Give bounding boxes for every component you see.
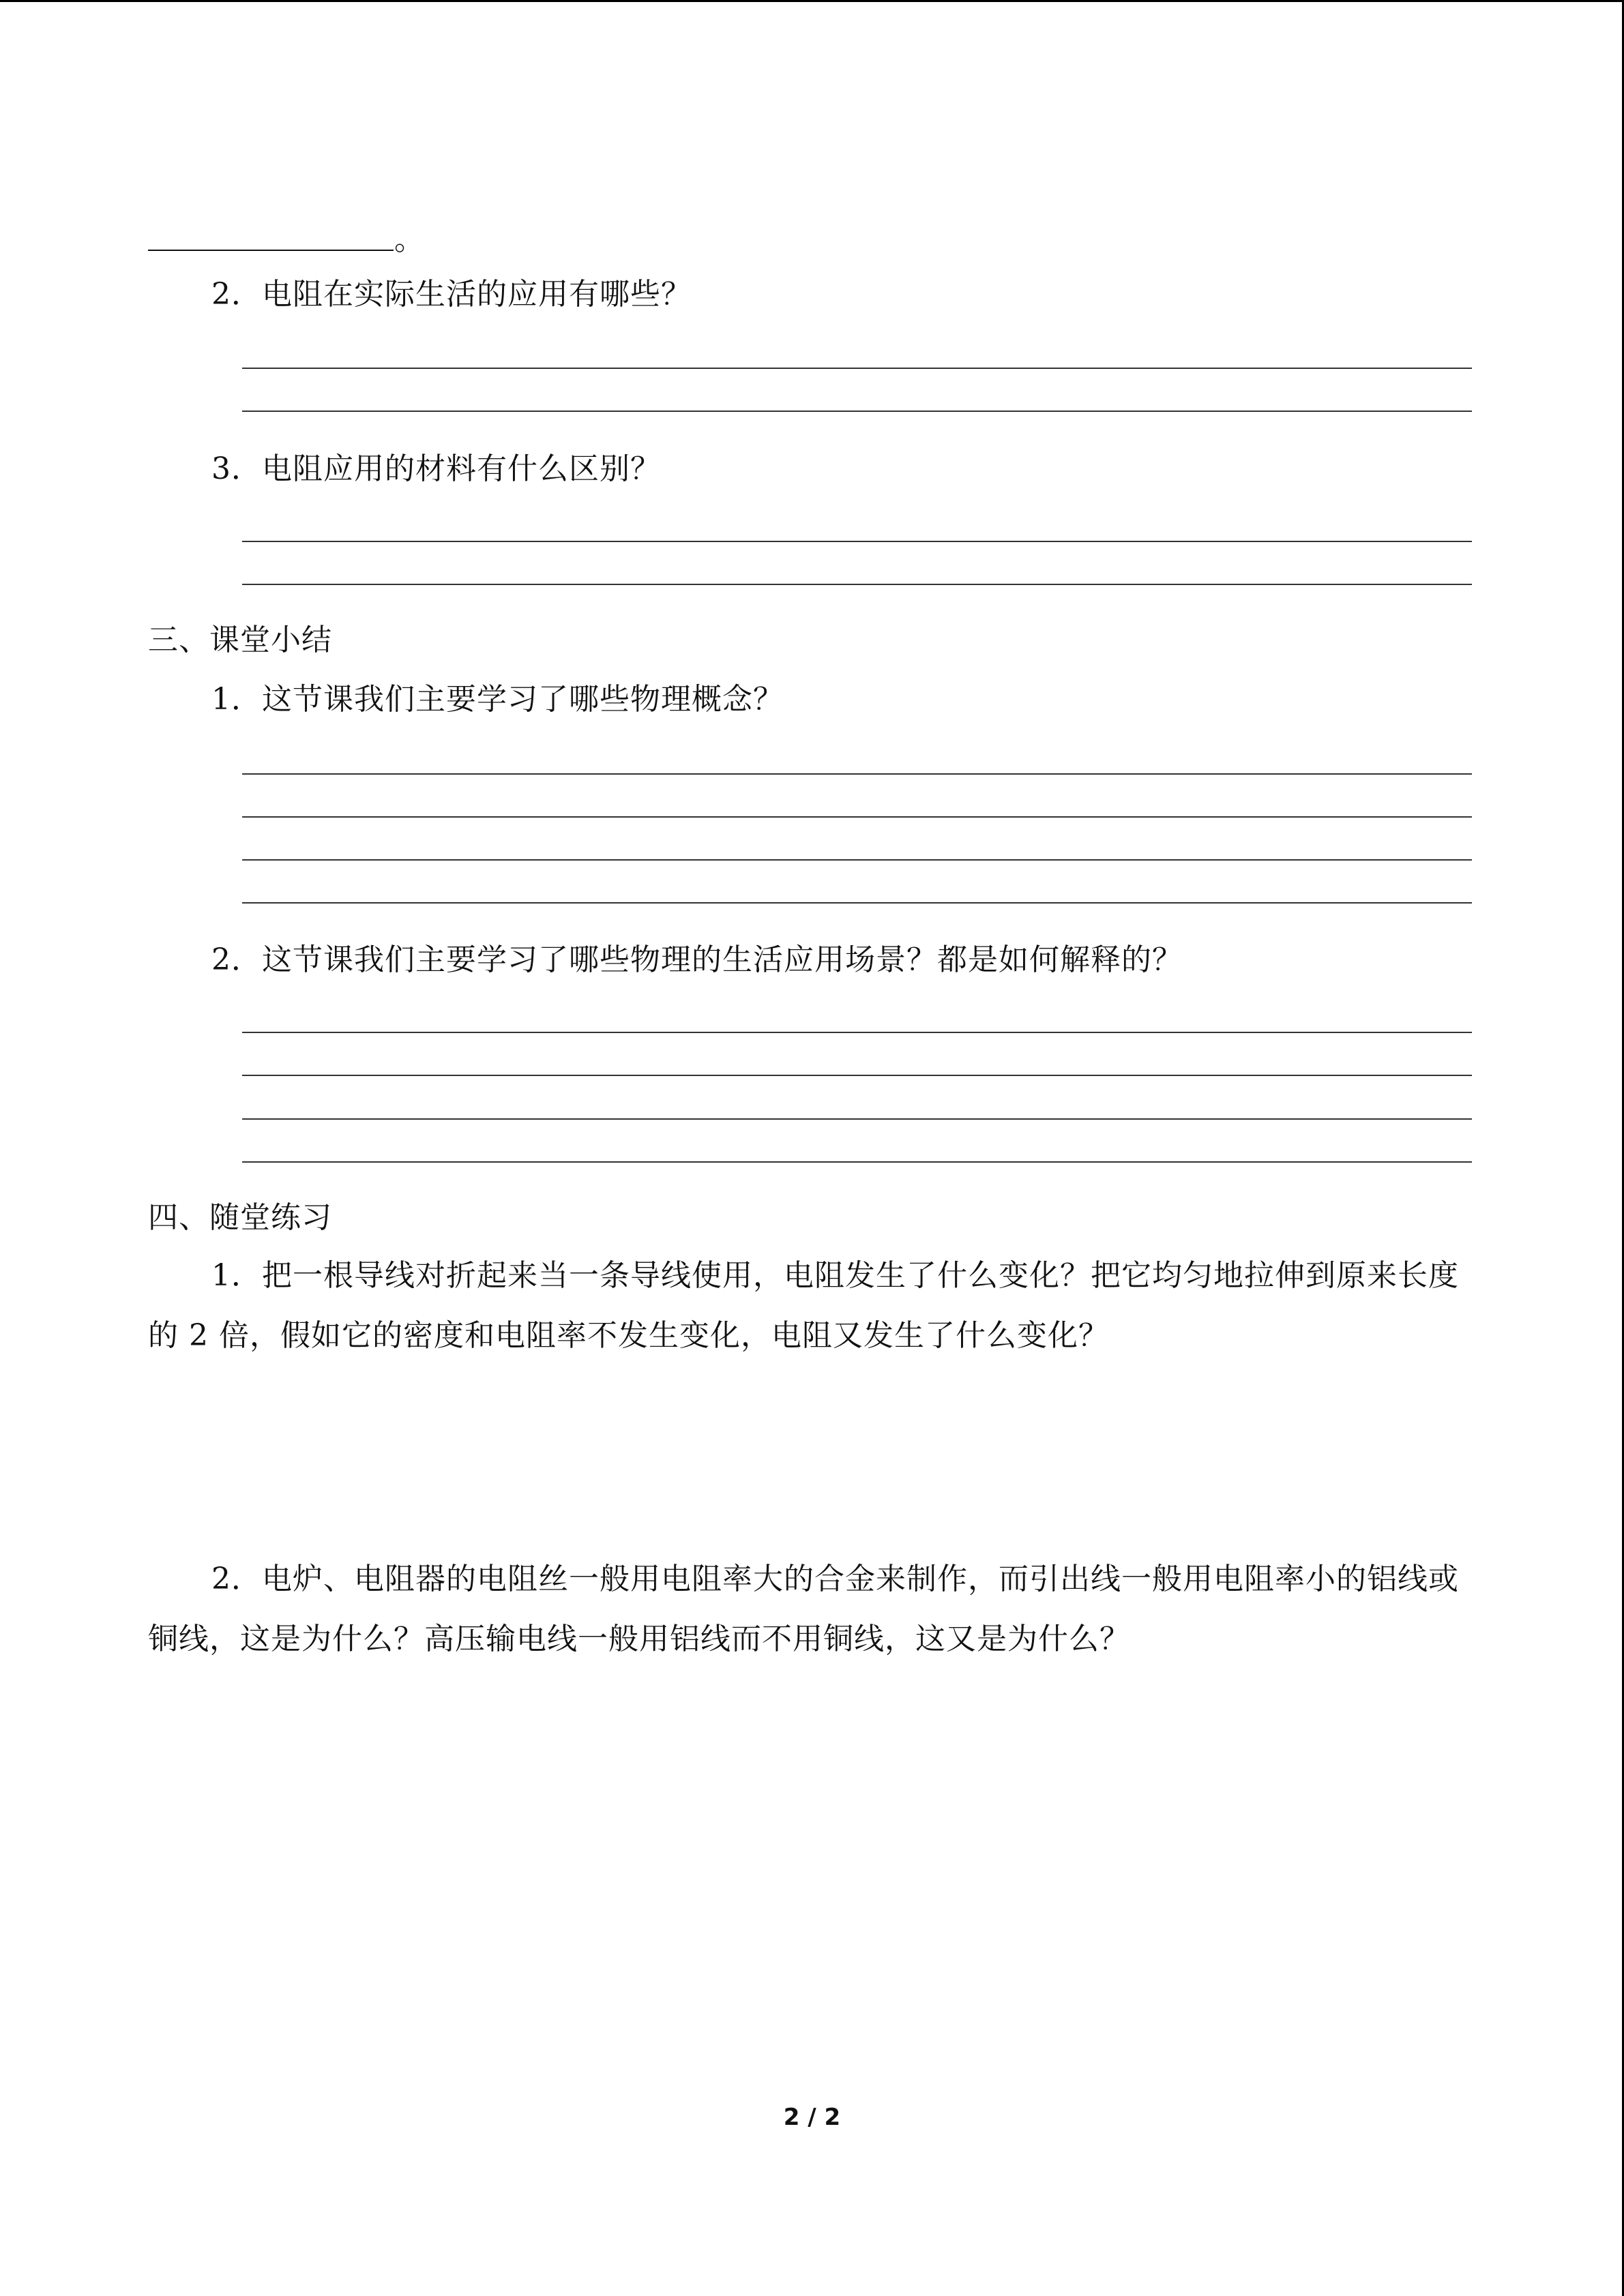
question-2-2: 2．电阻在实际生活的应用有哪些？ [211,277,692,312]
exercise-4-1: 1．把一根导线对折起来当一条导线使用，电阻发生了什么变化？把它均匀地拉伸到原来长度的 2 倍，假如它的密度和电阻率不发生变化，电阻又发生了什么变化？ [148,1258,1459,1353]
answer-line[interactable] [242,368,1472,369]
section-4-heading: 四、随堂练习 [148,1200,332,1235]
answer-line[interactable] [242,1161,1472,1163]
answer-line[interactable] [242,1032,1472,1033]
question-3-2: 2．这节课我们主要学习了哪些物理的生活应用场景？都是如何解释的？ [211,942,1183,977]
answer-line[interactable] [242,816,1472,818]
page-number: 2 / 2 [783,2104,841,2131]
question-2-3: 3．电阻应用的材料有什么区别？ [211,451,661,486]
question-3-1: 1．这节课我们主要学习了哪些物理概念？ [211,682,784,717]
fill-in-blank[interactable] [148,250,394,251]
page-border-top [0,0,1624,2]
answer-line[interactable] [242,859,1472,861]
section-3-heading: 三、课堂小结 [148,623,332,657]
answer-line[interactable] [242,1118,1472,1120]
exercise-4-2: 2．电炉、电阻器的电阻丝一般用电阻率大的合金来制作，而引出线一般用电阻率小的铝线或铜线，这是为什么？高压输电线一般用铝线而不用铜线，这又是为什么？ [148,1562,1459,1656]
answer-line[interactable] [242,541,1472,542]
answer-line[interactable] [242,411,1472,412]
answer-line[interactable] [242,1075,1472,1076]
answer-line[interactable] [242,773,1472,775]
lead-period: 。 [394,222,424,257]
answer-line[interactable] [242,584,1472,585]
answer-line[interactable] [242,902,1472,904]
